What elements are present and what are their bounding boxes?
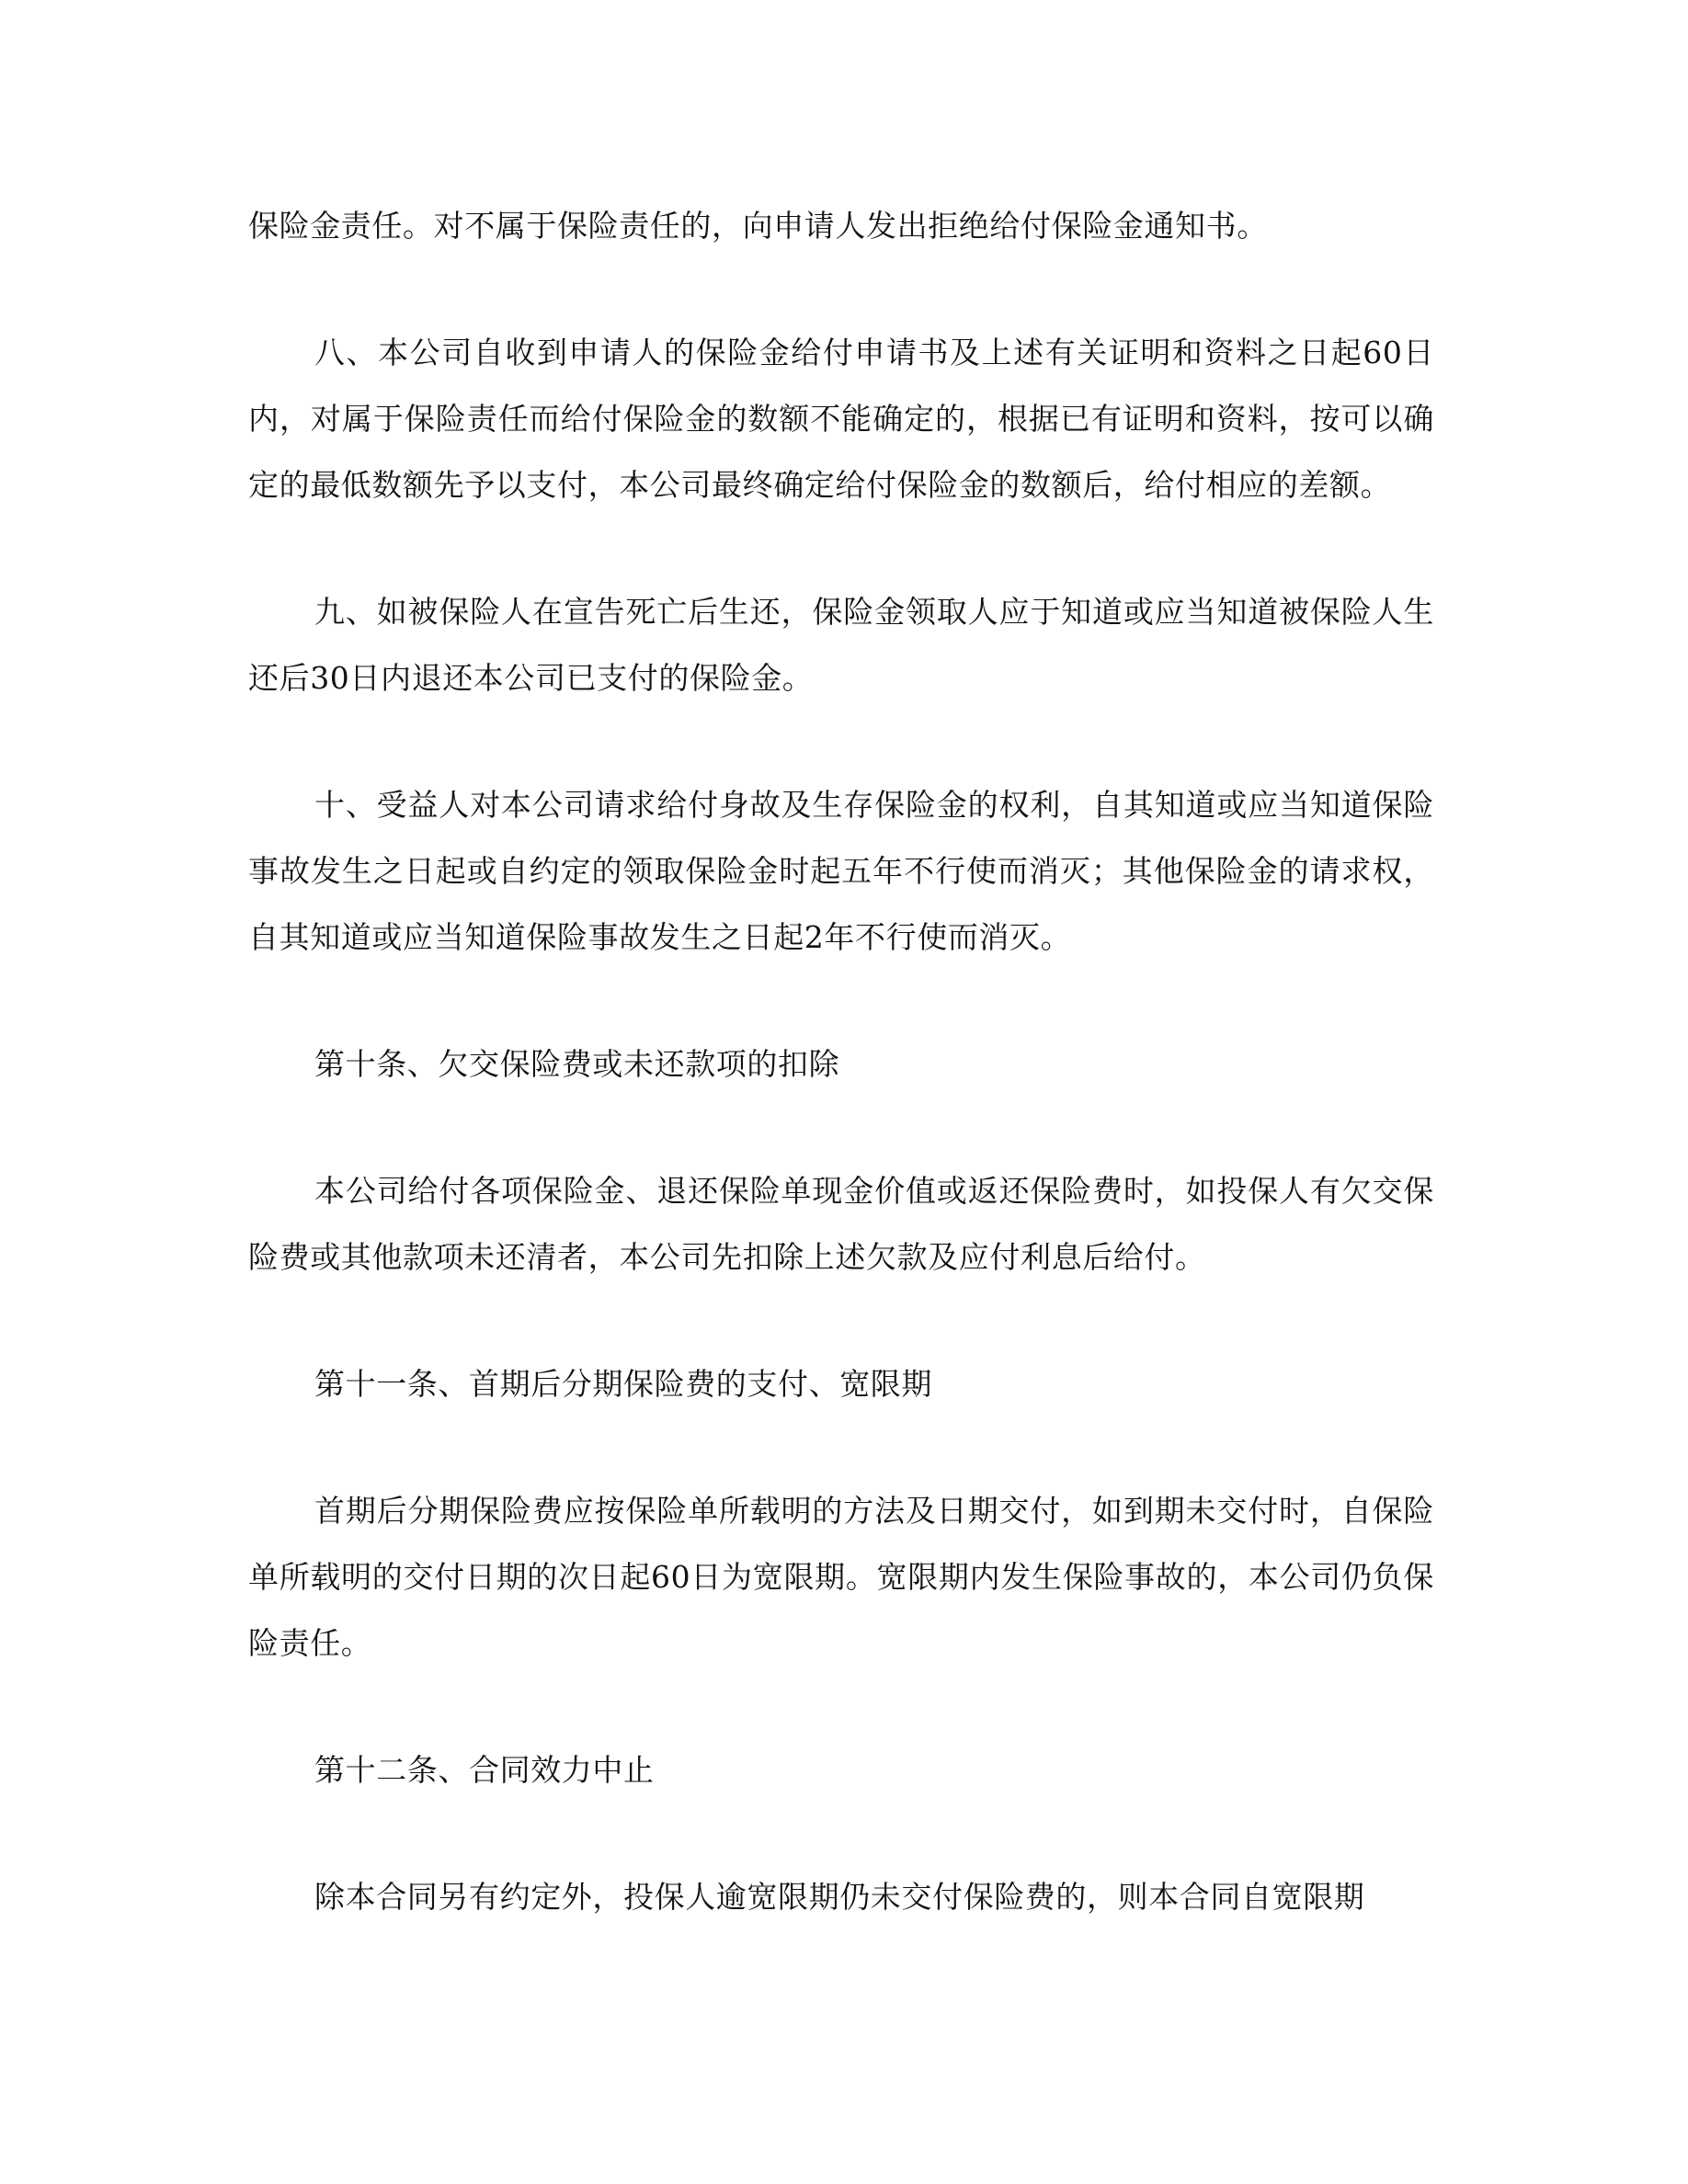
paragraph-clause-8: 八、本公司自收到申请人的保险金给付申请书及上述有关证明和资料之日起60日内，对属于保险责任而给付保险金的数额不能确定的，根据已有证明和资料，按可以确定的最低数额先予以支付，本公司最终确定给付保险金的数额后，给付相应的差额。	[248, 335, 1434, 503]
paragraph-article-12-body: 除本合同另有约定外，投保人逾宽限期仍未交付保险费的，则本合同自宽限期	[314, 1879, 1365, 1915]
paragraph-clause-9: 九、如被保险人在宣告死亡后生还，保险金领取人应于知道或应当知道被保险人生还后30日内退还本公司已支付的保险金。	[248, 594, 1434, 696]
paragraph-article-10-body: 本公司给付各项保险金、退还保险单现金价值或返还保险费时，如投保人有欠交保险费或其他款项未还清者，本公司先扣除上述欠款及应付利息后给付。	[248, 1173, 1434, 1275]
paragraph-continuation: 保险金责任。对不属于保险责任的，向申请人发出拒绝给付保险金通知书。	[248, 208, 1268, 244]
section-heading-article-12: 第十二条、合同效力中止	[314, 1752, 655, 1788]
paragraph-article-11-body: 首期后分期保险费应按保险单所载明的方法及日期交付，如到期未交付时，自保险单所载明的交付日期的次日起60日为宽限期。宽限期内发生保险事故的，本公司仍负保险责任。	[248, 1493, 1434, 1661]
section-heading-article-11: 第十一条、首期后分期保险费的支付、宽限期	[314, 1366, 932, 1402]
section-heading-article-10: 第十条、欠交保险费或未还款项的扣除	[314, 1046, 840, 1082]
paragraph-clause-10: 十、受益人对本公司请求给付身故及生存保险金的权利，自其知道或应当知道保险事故发生之日起或自约定的领取保险金时起五年不行使而消灭；其他保险金的请求权，自其知道或应当知道保险事故发生之日起2年不行使而消灭。	[248, 787, 1434, 955]
document-page	[248, 193, 1434, 1991]
